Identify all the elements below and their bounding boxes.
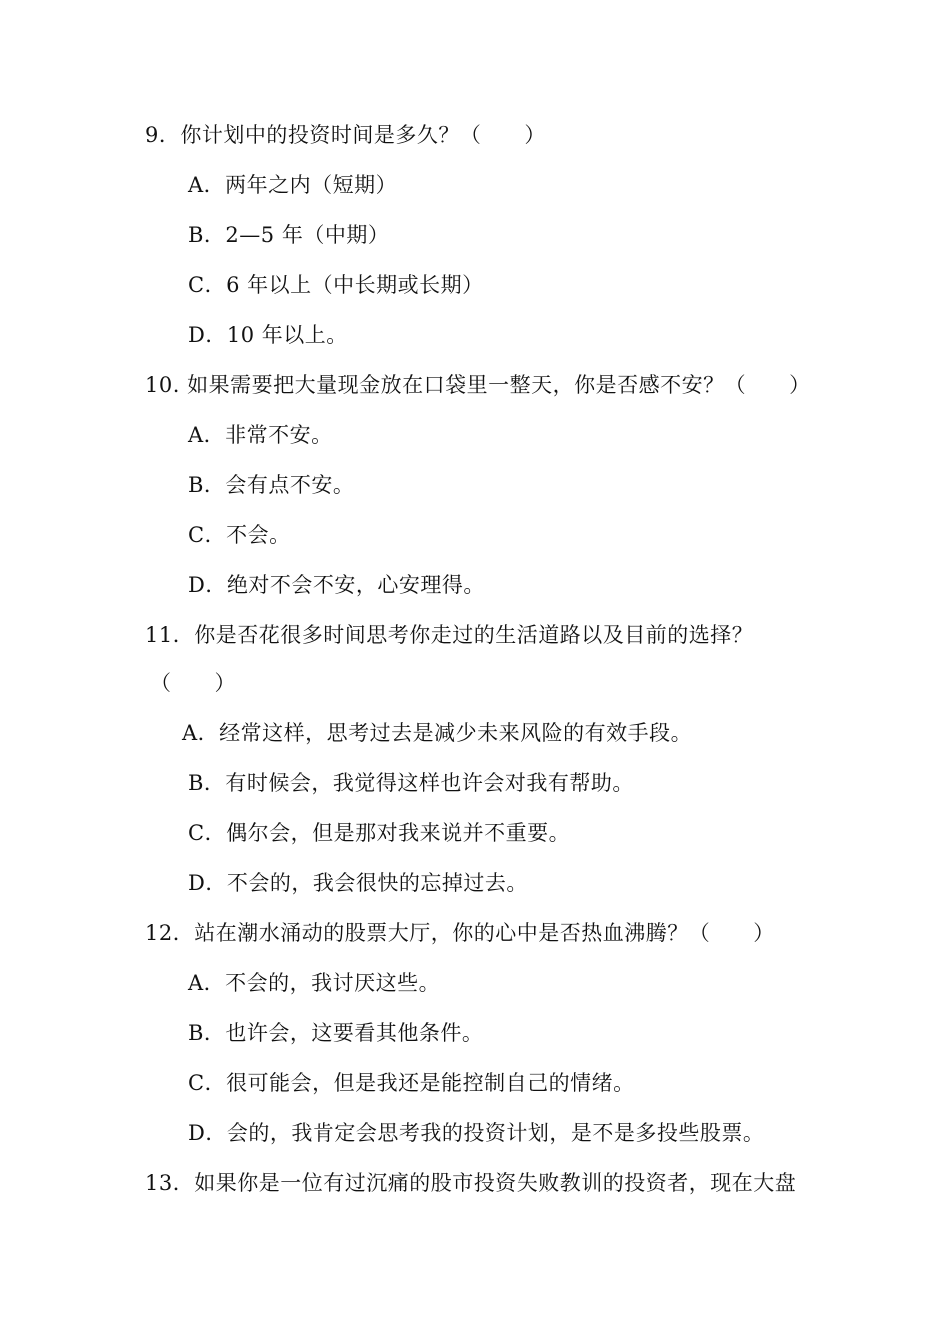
question-12-stem: 12．站在潮水涌动的股票大厅，你的心中是否热血沸腾？（ ） (145, 921, 775, 945)
question-11-option-c: C．偶尔会，但是那对我来说并不重要。 (188, 821, 571, 845)
question-9-option-c: C．6 年以上（中长期或长期） (188, 273, 484, 297)
question-10-option-c: C．不会。 (188, 523, 291, 547)
question-9-stem: 9．你计划中的投资时间是多久？（ ） (145, 123, 546, 147)
question-13-stem: 13．如果你是一位有过沉痛的股市投资失败教训的投资者，现在大盘 (145, 1171, 797, 1195)
question-10-option-d: D．绝对不会不安，心安理得。 (188, 573, 485, 597)
question-9-option-a: A．两年之内（短期） (188, 173, 398, 197)
question-12-option-b: B．也许会，这要看其他条件。 (188, 1021, 484, 1045)
question-11-answer-blank: （ ） (150, 671, 236, 695)
question-12-option-d: D．会的，我肯定会思考我的投资计划，是不是多投些股票。 (188, 1121, 765, 1145)
question-9-option-d: D．10 年以上。 (188, 323, 348, 347)
question-10-stem: 10. 如果需要把大量现金放在口袋里一整天，你是否感不安？（ ） (145, 373, 811, 397)
question-9-option-b: B．2—5 年（中期） (188, 223, 390, 247)
question-12-option-c: C．很可能会，但是我还是能控制自己的情绪。 (188, 1071, 635, 1095)
question-11-option-d: D．不会的，我会很快的忘掉过去。 (188, 871, 528, 895)
question-10-option-a: A．非常不安。 (188, 423, 333, 447)
question-11-option-a: A．经常这样，思考过去是减少未来风险的有效手段。 (182, 721, 693, 745)
question-11-option-b: B．有时候会，我觉得这样也许会对我有帮助。 (188, 771, 634, 795)
question-12-option-a: A．不会的，我讨厌这些。 (188, 971, 441, 995)
question-10-option-b: B．会有点不安。 (188, 473, 355, 497)
question-11-stem: 11．你是否花很多时间思考你走过的生活道路以及目前的选择？ (145, 623, 754, 647)
